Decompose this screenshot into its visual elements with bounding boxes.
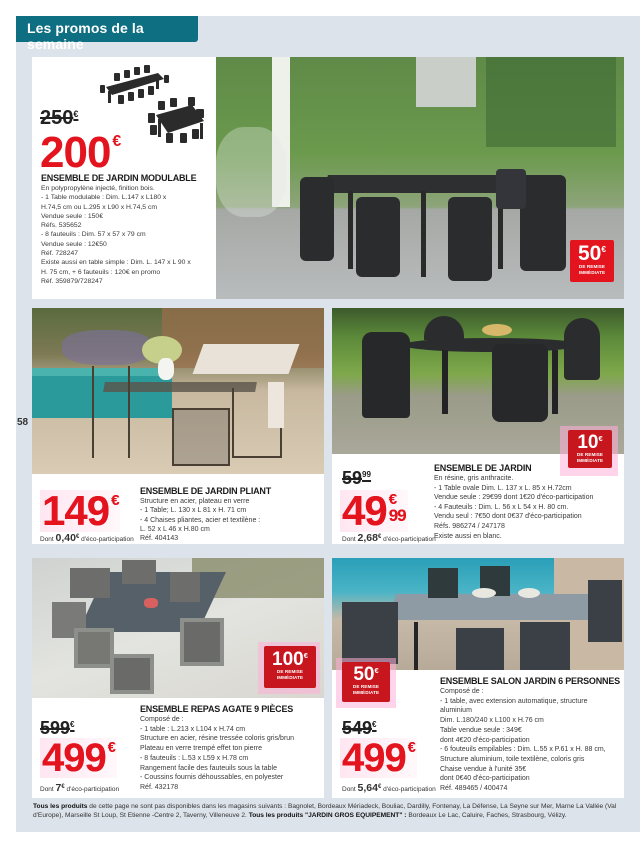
product-description: En résine, gris anthracite. - 1 Table ovale Dim. L. 137 x L. 85 x H.72cm Vendue seule : 29€99 dont 1€20 d'éco-participation - 4 Fauteuils : Dim. L. 56 x L 54 x H. 80 cm. Vendu seul : 7€50 dont 0€37 d'éco-participation Réfs. 986274 / 247178 Existe aussi en blanc. [434, 475, 594, 540]
old-price: 250€ [40, 107, 79, 129]
product-title: ENSEMBLE REPAS AGATE 9 PIÈCES [140, 704, 294, 714]
product-card-modulable[interactable] [32, 57, 624, 299]
old-price: 549€ [342, 718, 377, 738]
discount-badge: 10€ DE REMISE IMMÉDIATE [568, 430, 612, 468]
product-title: ENSEMBLE SALON JARDIN 6 PERSONNES [440, 676, 620, 686]
product-description: Composé de : - 1 table : L.213 x L104 x H.74 cm Structure en acier, résine tressée coloris gris/brun Plateau en verre trempé effet ton pierre - 8 fauteuils : L.53 x L59 x H.78 cm Rangement facile des fauteuils sous la table - Coussins fournis déhoussables, en polyester Réf. 432178 [140, 716, 295, 791]
product-photo-salon6 [332, 558, 624, 670]
new-price: 149 € [42, 487, 119, 534]
page-number: 58 [17, 417, 29, 428]
new-price: 200 € [40, 128, 121, 177]
product-description: En polypropylène injecté, finition bois. - 1 Table modulable : Dim. L.147 x L180 x H.74,5 cm ou L.295 x L90 x H.74,5 cm Vendue seule : 150€ Réfs. 535652 - 8 fauteuils : Dim. 57 x 57 x 79 cm Vendue seule : 12€50 Réf. 728247 Existe aussi en table simple : Dim. L. 147 x L 90 x H. 75 cm, + 6 fauteuils : 120€ en promo Réf. 359879/728247 [41, 185, 191, 285]
eco-participation: Dont 0,40€ d'éco-participation [40, 532, 134, 544]
product-description: Composé de : - 1 table, avec extension automatique, structure aluminium Dim. L.180/240 x L100 x H.76 cm Table vendue seule : 349€ dont 4€20 d'éco-participation - 6 fouteuils empilables : Dim. L.55 x P.61 x H. 88 cm, Structure aluminium, toile textilène, coloris gris Chaise vendue à l'unité 35€ dont 0€40 d'éco-participation Réf. 489465 / 400474 [440, 688, 606, 793]
new-price: 49 € 99 [342, 487, 406, 534]
availability-footnote: Tous les produits de cette page ne sont pas disponibles dans les magasins suivants : Bagnolet, Bordeaux Mériadeck, Bouliac, Dardilly, Fontenay, La Défense, La Seyne sur Mer, Marne La Vallée (Val d'Europe), Marseille St Loup, St Etienne -Centre 2, Taverny, Villeneuve 2. Tous les produits "JARDIN GROS EQUIPEMENT" : Bordeaux Le Lac, Caluire, Faches, Strasbourg, Vélizy. [33, 803, 617, 819]
discount-badge: 100€ DE REMISE IMMÉDIATE [264, 646, 316, 688]
product-card-agate[interactable] [32, 558, 324, 798]
product-title: ENSEMBLE DE JARDIN PLIANT [140, 486, 272, 496]
old-price: $59^{99}$ [342, 468, 372, 488]
eco-participation: Dont 5,64€ d'éco-participation [342, 782, 436, 794]
table-set-small-icon [148, 97, 210, 149]
discount-badge: 50€ DE REMISE IMMÉDIATE [342, 662, 390, 702]
product-photo-modulable [216, 57, 624, 299]
section-header [16, 16, 198, 52]
discount-badge: 50€ DE REMISE IMMÉDIATE [570, 240, 614, 282]
new-price: 499 € [342, 736, 415, 780]
product-card-jardin[interactable] [332, 308, 624, 544]
product-card-salon6[interactable] [332, 558, 624, 798]
product-title: ENSEMBLE DE JARDIN MODULABLE [41, 173, 197, 183]
product-title: ENSEMBLE DE JARDIN [434, 463, 532, 473]
old-price: 599€ [40, 718, 75, 738]
product-card-pliant[interactable] [32, 308, 324, 544]
eco-participation: Dont 2,68€ d'éco-participation [342, 532, 436, 544]
section-title: Les promos de la semaine [27, 20, 144, 52]
new-price: 499 € [42, 736, 115, 780]
eco-participation: Dont 7€ d'éco-participation [40, 782, 120, 794]
product-description: Structure en acier, plateau en verre - 1 Table; L. 130 x L 81 x H. 71 cm - 4 Chaises pliantes, acier et textilène : L. 52 x L 46 x H.80 cm Réf. 404143 [140, 498, 261, 543]
product-photo-pliant [32, 308, 324, 474]
